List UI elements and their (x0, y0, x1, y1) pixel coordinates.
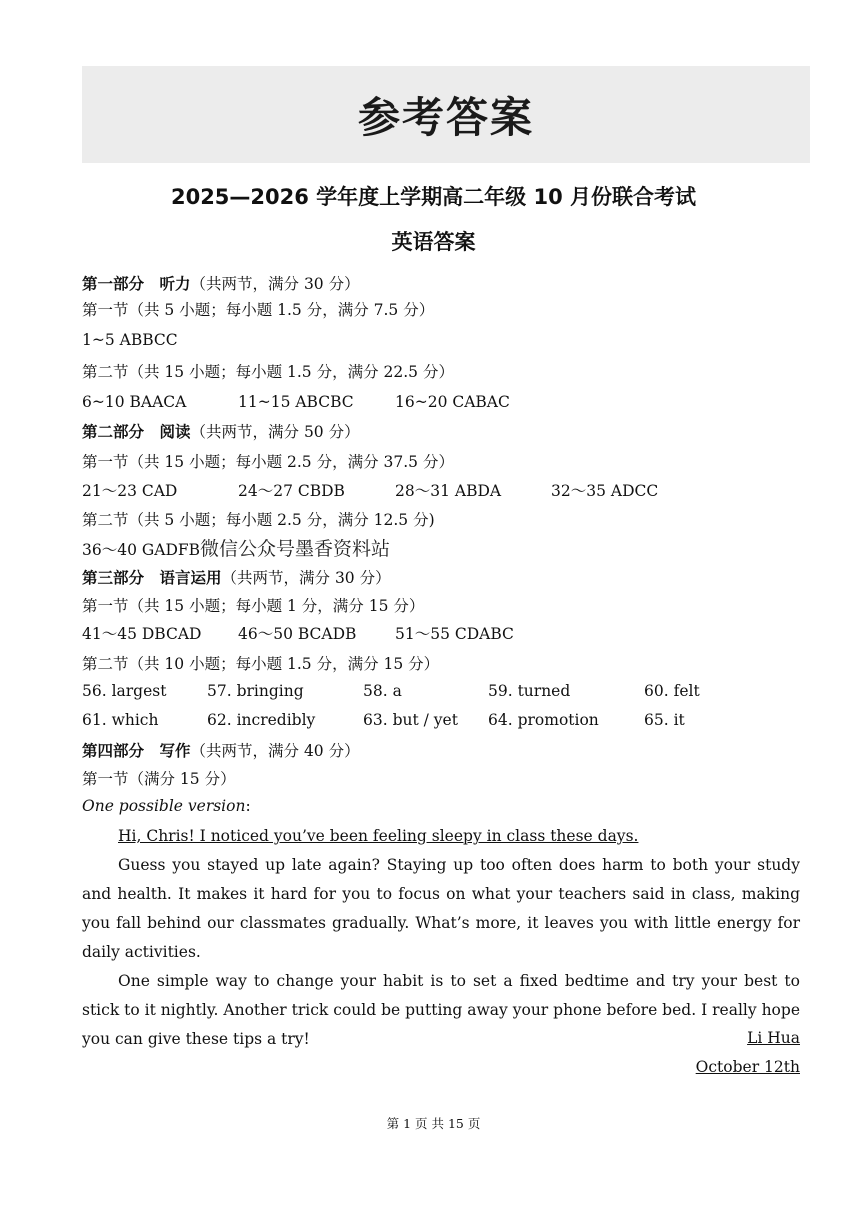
answer-group: 36～40 GADFB (82, 541, 201, 559)
subject-title: 英语答案 (391, 230, 476, 254)
part3-sec1-heading: 第一节（共 15 小题；每小题 1 分，满分 15 分） (82, 597, 425, 615)
banner-title: 参考答案 (357, 92, 534, 142)
watermark-text: 微信公众号墨香资料站 (200, 538, 391, 560)
essay-paragraph: One simple way to change your habit is to set a fixed bedtime and try your best to stick to it nightly. Another trick could be putting away your phone before bed. I really hope you can give these tips a try! (82, 972, 800, 1048)
part1-sec1-heading: 第一节（共 5 小题；每小题 1.5 分，满分 7.5 分） (82, 301, 435, 319)
signature-name: Li Hua (747, 1029, 800, 1047)
answer-group: 32～35 ADCC (551, 482, 659, 500)
answer-item: 61. which (82, 711, 159, 729)
part1-name: 第一部分 听力 (82, 275, 191, 293)
part1-sec2-heading: 第二节（共 15 小题；每小题 1.5 分，满分 22.5 分） (82, 363, 454, 381)
version-label-text: One possible version (82, 797, 246, 815)
part1-heading (82, 272, 360, 294)
answer-item: 63. but / yet (363, 711, 458, 729)
essay-opening-text: Hi, Chris! I noticed you’ve been feeling sleepy in class these days. (118, 827, 639, 845)
part3-sec2-heading: 第二节（共 10 小题；每小题 1.5 分，满分 15 分） (82, 655, 440, 673)
answer-item: 56. largest (82, 682, 167, 700)
page-number: 第 1 页 共 15 页 (386, 1116, 481, 1131)
answer-group: 1~5 ABBCC (82, 331, 178, 349)
answer-group: 24～27 CBDB (238, 482, 345, 500)
answer-item: 60. felt (644, 682, 700, 700)
part3-heading (82, 566, 391, 588)
answer-row (82, 534, 390, 561)
part4-sec1-heading: 第一节（满分 15 分） (82, 770, 236, 788)
part3-name: 第三部分 语言运用 (82, 569, 222, 587)
answer-group: 28～31 ABDA (395, 482, 502, 500)
answer-group: 16~20 CABAC (395, 393, 510, 411)
part4-name: 第四部分 写作 (82, 742, 191, 760)
part4-info: （共两节，满分 40 分） (190, 742, 360, 760)
essay-opening (82, 822, 800, 851)
exam-title: 2025—2026 学年度上学期高二年级 10 月份联合考试 (170, 185, 697, 209)
answer-group: 51～55 CDABC (395, 625, 514, 643)
title-banner (82, 66, 810, 163)
answer-group: 41～45 DBCAD (82, 625, 202, 643)
answer-item: 64. promotion (488, 711, 599, 729)
part2-sec1-heading: 第一节（共 15 小题；每小题 2.5 分，满分 37.5 分） (82, 453, 454, 471)
answer-item: 58. a (363, 682, 402, 700)
part2-info: （共两节，满分 50 分） (190, 423, 360, 441)
answer-group: 6~10 BAACA (82, 393, 187, 411)
answer-item: 57. bringing (207, 682, 304, 700)
answer-group: 46～50 BCADB (238, 625, 357, 643)
version-label (82, 797, 251, 815)
answer-item: 59. turned (488, 682, 571, 700)
answer-item: 65. it (644, 711, 685, 729)
part2-heading (82, 420, 360, 442)
part1-info: （共两节，满分 30 分） (190, 275, 360, 293)
part4-heading (82, 739, 360, 761)
answer-item: 62. incredibly (207, 711, 316, 729)
part2-name: 第二部分 阅读 (82, 423, 191, 441)
part3-info: （共两节，满分 30 分） (221, 569, 391, 587)
part2-sec2-heading: 第二节（共 5 小题；每小题 2.5 分，满分 12.5 分) (82, 511, 435, 529)
signature-date: October 12th (695, 1058, 800, 1076)
answer-group: 21～23 CAD (82, 482, 178, 500)
essay (82, 822, 800, 1054)
version-colon: : (245, 797, 251, 815)
answer-group: 11~15 ABCBC (238, 393, 354, 411)
essay-paragraph: Guess you stayed up late again? Staying up too often does harm to both your study and health. It makes it hard for you to focus on what your teachers said in class, making you fall behind our classmates gradually. What’s more, it leaves you with little energy for daily activities. (82, 856, 800, 961)
